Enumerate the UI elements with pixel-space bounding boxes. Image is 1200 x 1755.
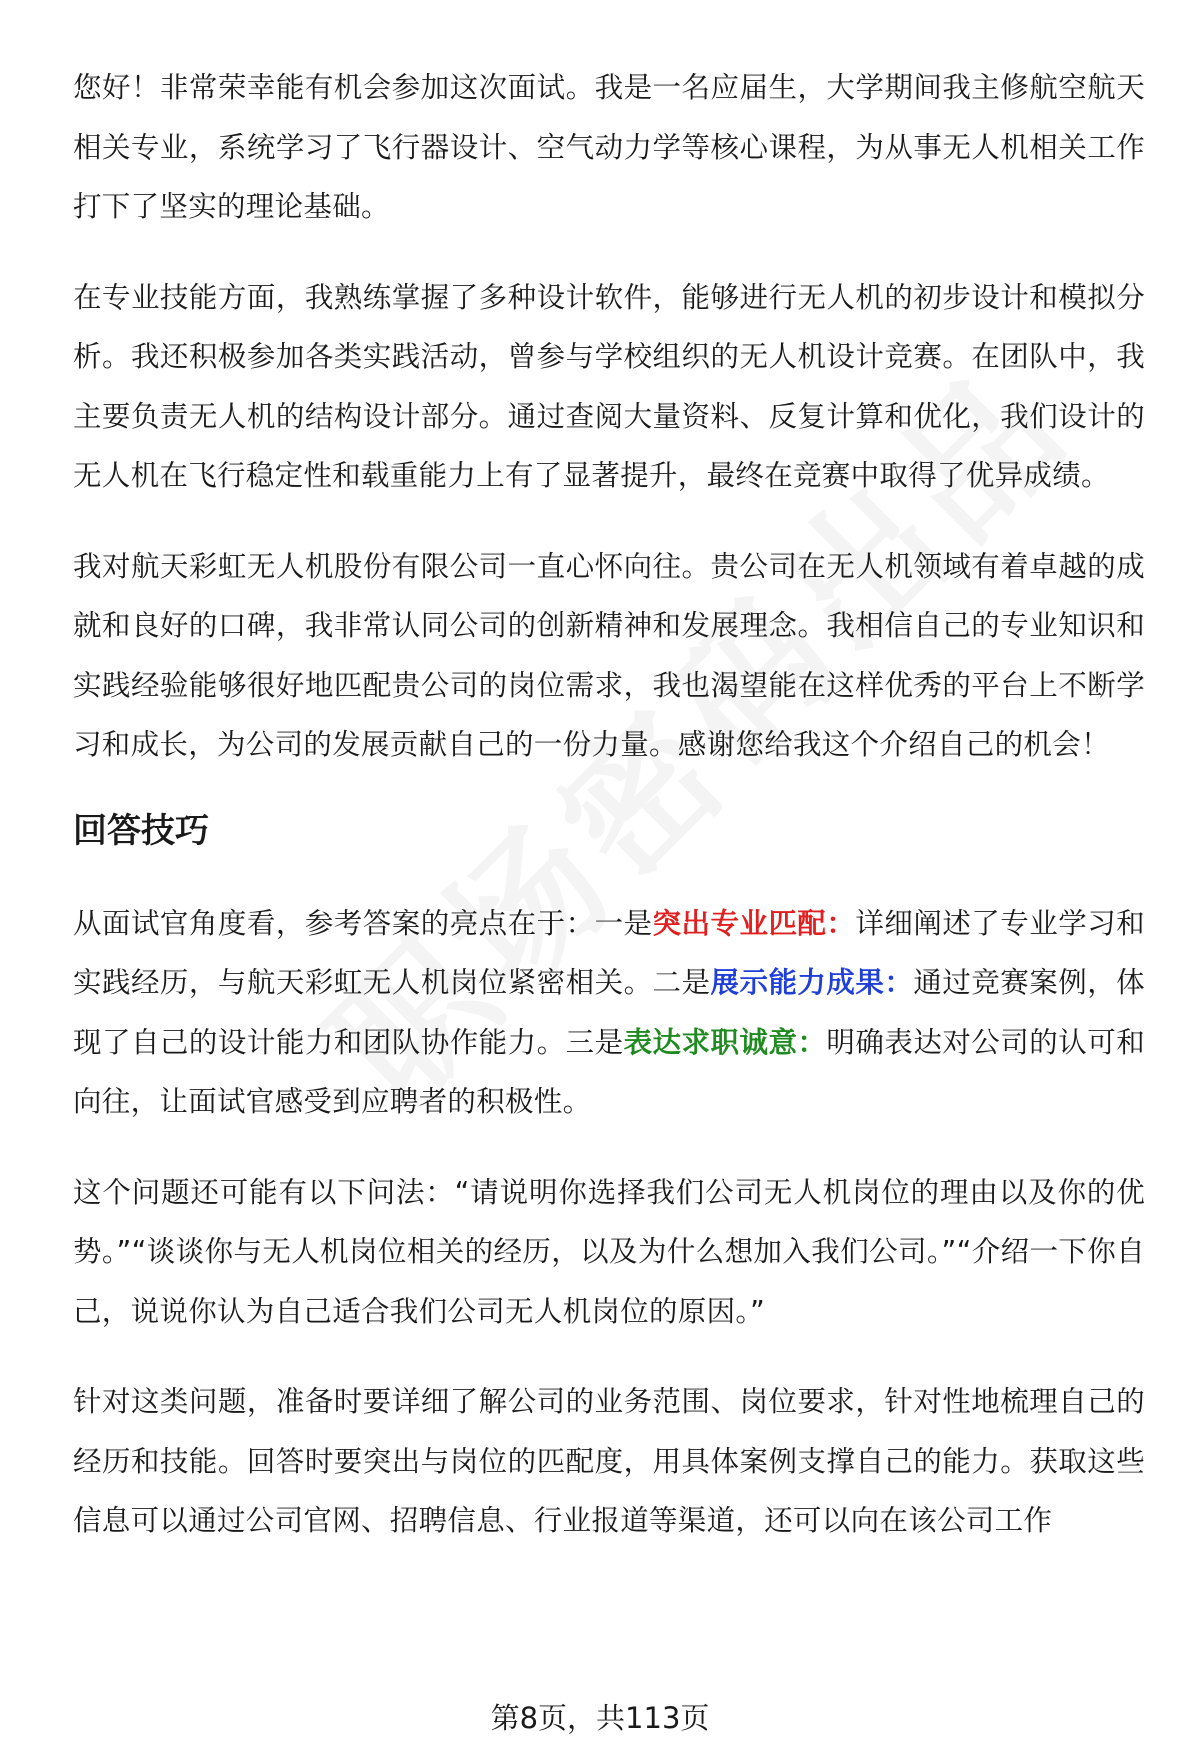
tips-text-part-4: 明确表达对公司的认可和向往，让面试官感受到应聘者的积极性。 (73, 1025, 1145, 1118)
document-page (73, 58, 1145, 1582)
answer-paragraph-2: 在专业技能方面，我熟练掌握了多种设计软件，能够进行无人机的初步设计和模拟分析。我还积极参加各类实践活动，曾参与学校组织的无人机设计竞赛。在团队中，我主要负责无人机的结构设计部分。通过查阅大量资料、反复计算和优化，我们设计的无人机在飞行稳定性和载重能力上有了显著提升，最终在竞赛中取得了优异成绩。 (73, 280, 1145, 492)
tips-paragraph-2: 这个问题还可能有以下问法：“请说明你选择我们公司无人机岗位的理由以及你的优势。”“谈谈你与无人机岗位相关的经历，以及为什么想加入我们公司。”“介绍一下你自己，说说你认为自己适合我们公司无人机岗位的原因。” (73, 1175, 1145, 1328)
answer-paragraph-3: 我对航天彩虹无人机股份有限公司一直心怀向往。贵公司在无人机领域有着卓越的成就和良好的口碑，我非常认同公司的创新精神和发展理念。我相信自己的专业知识和实践经验能够很好地匹配贵公司的岗位需求，我也渴望能在这样优秀的平台上不断学习和成长，为公司的发展贡献自己的一份力量。感谢您给我这个介绍自己的机会！ (73, 549, 1145, 761)
page-number-footer: 第8页，共113页 (490, 1701, 710, 1735)
answer-paragraph-1: 您好！非常荣幸能有机会参加这次面试。我是一名应届生，大学期间我主修航空航天相关专业，系统学习了飞行器设计、空气动力学等核心课程，为从事无人机相关工作打下了坚实的理论基础。 (73, 71, 1145, 223)
section-heading: 回答技巧 (73, 810, 209, 851)
highlight-ability-results: 展示能力成果： (710, 966, 914, 999)
tips-paragraph-3: 针对这类问题，准备时要详细了解公司的业务范围、岗位要求，针对性地梳理自己的经历和技能。回答时要突出与岗位的匹配度，用具体案例支撑自己的能力。获取这些信息可以通过公司官网、招聘信息、行业报道等渠道，还可以向在该公司工作 (73, 1385, 1145, 1537)
tips-text-part-2: 详细阐述了专业学习和实践经历，与航天彩虹无人机岗位紧密相关。二是 (73, 906, 1145, 999)
tips-paragraph-1 (73, 894, 1145, 1132)
highlight-professional-match: 突出专业匹配： (652, 906, 856, 940)
tips-text-intro: 从面试官角度看，参考答案的亮点在于：一是 (73, 906, 653, 940)
highlight-sincerity: 表达求职诚意： (623, 1025, 827, 1059)
tips-text-part-3: 通过竞赛案例，体现了自己的设计能力和团队协作能力。三是 (73, 966, 1145, 1059)
